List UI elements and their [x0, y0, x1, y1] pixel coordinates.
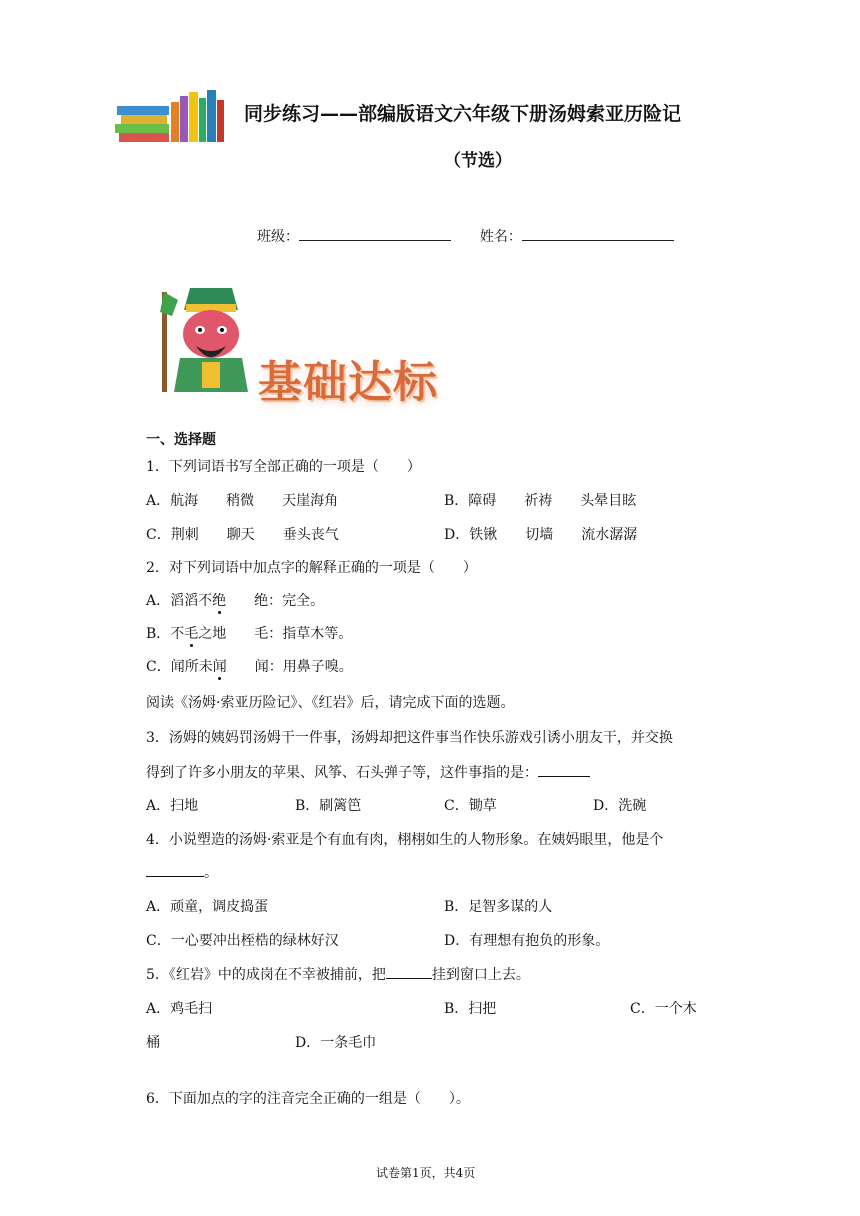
- question-1-option-a[interactable]: A．航海 稍微 天崖海角: [146, 493, 339, 509]
- option-text: 之地 毛：指草木等。: [198, 626, 353, 642]
- question-1-stem: 1．下列词语书写全部正确的一项是（ ）: [146, 459, 421, 475]
- question-6-stem: 6．下面加点的字的注音完全正确的一组是（ ）。: [146, 1091, 470, 1107]
- dotted-char: 毛: [184, 626, 199, 642]
- stem-text: 得到了许多小朋友的苹果、风筝、石头弹子等，这件事指的是：: [146, 765, 538, 781]
- question-4-option-b[interactable]: B．足智多谋的人: [444, 899, 553, 915]
- question-3-option-c[interactable]: C．锄草: [444, 798, 497, 814]
- question-4-option-c[interactable]: C．一心要冲出桎梏的绿林好汉: [146, 933, 339, 949]
- answer-blank[interactable]: [146, 862, 204, 877]
- question-5-option-b[interactable]: B．扫把: [444, 1001, 497, 1017]
- reading-instruction: 阅读《汤姆·索亚历险记》、《红岩》后，请完成下面的选题。: [146, 695, 515, 711]
- question-5-option-a[interactable]: A．鸡毛扫: [146, 1001, 213, 1017]
- page-footer: 试卷第1页，共4页: [376, 1166, 476, 1180]
- question-4-option-d[interactable]: D．有理想有抱负的形象。: [444, 933, 610, 949]
- question-4-option-a[interactable]: A．顽童，调皮捣蛋: [146, 899, 269, 915]
- question-4-stem-line1: 4．小说塑造的汤姆·索亚是个有血有肉，栩栩如生的人物形象。在姨妈眼里，他是个: [146, 832, 664, 848]
- question-3-option-b[interactable]: B．刷篱笆: [295, 798, 362, 814]
- class-field[interactable]: [299, 226, 451, 241]
- character-illustration: [150, 282, 260, 400]
- stem-text: 挂到窗口上去。: [431, 967, 530, 983]
- question-3-option-d[interactable]: D．洗碗: [593, 798, 647, 814]
- dotted-char: 闻: [212, 659, 227, 675]
- question-5-option-c[interactable]: C．一个木: [630, 1001, 697, 1017]
- question-1-option-d[interactable]: D．铁锹 切墙 流水潺潺: [444, 527, 638, 543]
- question-2-option-c[interactable]: [146, 656, 353, 676]
- answer-blank[interactable]: [386, 964, 432, 979]
- stem-text: 5．《红岩》中的成岗在不幸被捕前，把: [146, 967, 386, 983]
- question-5-option-d[interactable]: D．一条毛巾: [295, 1035, 377, 1051]
- question-3-stem-line1: 3．汤姆的姨妈罚汤姆干一件事，汤姆却把这件事当作快乐游戏引诱小朋友干，并交换: [146, 730, 673, 746]
- question-3-option-a[interactable]: A．扫地: [146, 798, 199, 814]
- page-title: 同步练习——部编版语文六年级下册汤姆索亚历险记: [244, 103, 682, 125]
- option-text: 闻：用鼻子嗅。: [226, 659, 353, 675]
- class-label: 班级：: [257, 229, 299, 245]
- banner-title: 基础达标: [258, 357, 438, 408]
- answer-blank[interactable]: [538, 762, 590, 777]
- question-5-stem: [146, 964, 530, 984]
- question-3-stem-line2: [146, 762, 590, 782]
- option-text: A．滔滔不: [146, 593, 213, 609]
- question-2-stem: 2．对下列词语中加点字的解释正确的一项是（ ）: [146, 560, 477, 576]
- books-icon: [113, 88, 225, 143]
- section-heading: 一、选择题: [146, 432, 216, 448]
- question-2-option-a[interactable]: [146, 590, 324, 610]
- question-4-stem-line2: [146, 862, 218, 882]
- name-label: 姓名：: [479, 229, 522, 245]
- question-1-option-c[interactable]: C．荆刺 聊天 垂头丧气: [146, 527, 339, 543]
- question-1-option-b[interactable]: B．障碍 祈祷 头晕目眩: [444, 493, 637, 509]
- option-text: C．闻所未: [146, 659, 213, 675]
- option-text: B．不: [146, 626, 185, 642]
- page-subtitle: （节选）: [444, 151, 512, 171]
- dotted-char: 绝: [212, 593, 227, 609]
- student-info: [257, 226, 674, 246]
- question-5-option-c-continued: 桶: [146, 1035, 160, 1051]
- question-2-option-b[interactable]: [146, 623, 352, 643]
- name-field[interactable]: [522, 226, 674, 241]
- option-text: 绝：完全。: [226, 593, 325, 609]
- stem-text: 。: [204, 865, 218, 881]
